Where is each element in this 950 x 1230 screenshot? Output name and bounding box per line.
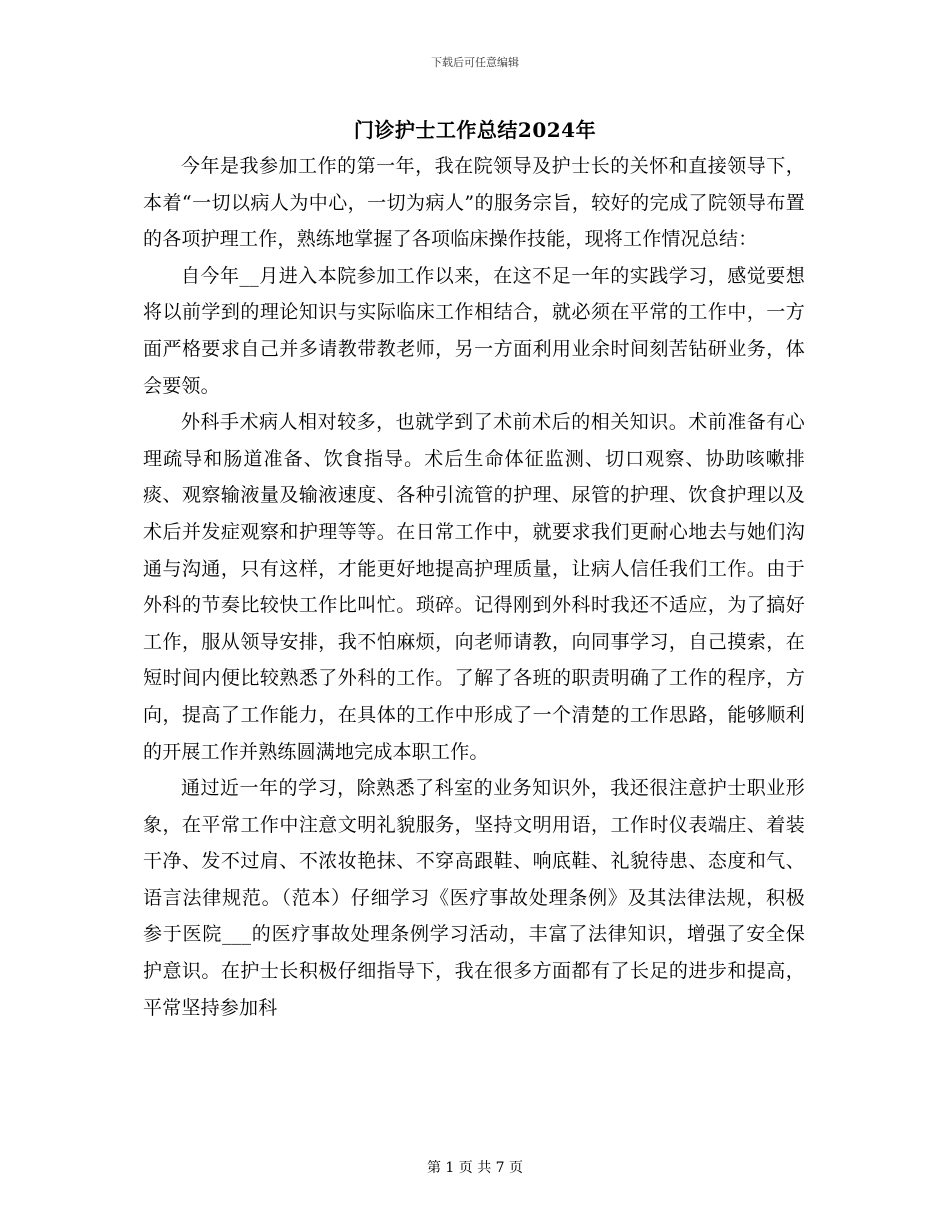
paragraph: 外科手术病人相对较多，也就学到了术前术后的相关知识。术前准备有心理疏导和肠道准备、饮食指导。术后生命体征监测、切口观察、协助咳嗽排痰、观察输液量及输液速度、各种引流管的护理、尿管的护理、饮食护理以及术后并发症观察和护理等等。在日常工作中，就要求我们更耐心地去与她们沟通与沟通，只有这样，才能更好地提高护理质量，让病人信任我们工作。由于外科的节奏比较快工作比叫忙。琐碎。记得刚到外科时我还不适应，为了搞好工作，服从领导安排，我不怕麻烦，向老师请教，向同事学习，自己摸索，在短时间内便比较熟悉了外科的工作。了解了各班的职责明确了工作的程序，方向，提高了工作能力，在具体的工作中形成了一个清楚的工作思路，能够顺利的开展工作并熟练圆满地完成本职工作。	[143, 411, 805, 763]
document-body	[143, 148, 805, 1026]
paragraph: 今年是我参加工作的第一年，我在院领导及护士长的关怀和直接领导下，本着“一切以病人为中心，一切为病人”的服务宗旨，较好的完成了院领导布置的各项护理工作，熟练地掌握了各项临床操作技能，现将工作情况总结：	[143, 155, 805, 251]
page-number: 第 1 页 共 7 页	[426, 1160, 524, 1176]
paragraph: 通过近一年的学习，除熟悉了科室的业务知识外，我还很注意护士职业形象，在平常工作中注意文明礼貌服务，坚持文明用语，工作时仪表端庄、着装干净、发不过肩、不浓妆艳抹、不穿高跟鞋、响底鞋、礼貌待患、态度和气、语言法律规范。（范本）仔细学习《医疗事故处理条例》及其法律法规，积极参于医院___的医疗事故处理条例学习活动，丰富了法律知识，增强了安全保护意识。在护士长积极仔细指导下，我在很多方面都有了长足的进步和提高，平常坚持参加科	[143, 777, 805, 1019]
paragraph: 自今年__月进入本院参加工作以来，在这不足一年的实践学习，感觉要想将以前学到的理论知识与实际临床工作相结合，就必须在平常的工作中，一方面严格要求自己并多请教带教老师，另一方面利用业余时间刻苦钻研业务，体会要领。	[143, 264, 805, 397]
document-title: 门诊护士工作总结2024年	[353, 118, 597, 142]
header-note: 下载后可任意编辑	[431, 56, 519, 69]
